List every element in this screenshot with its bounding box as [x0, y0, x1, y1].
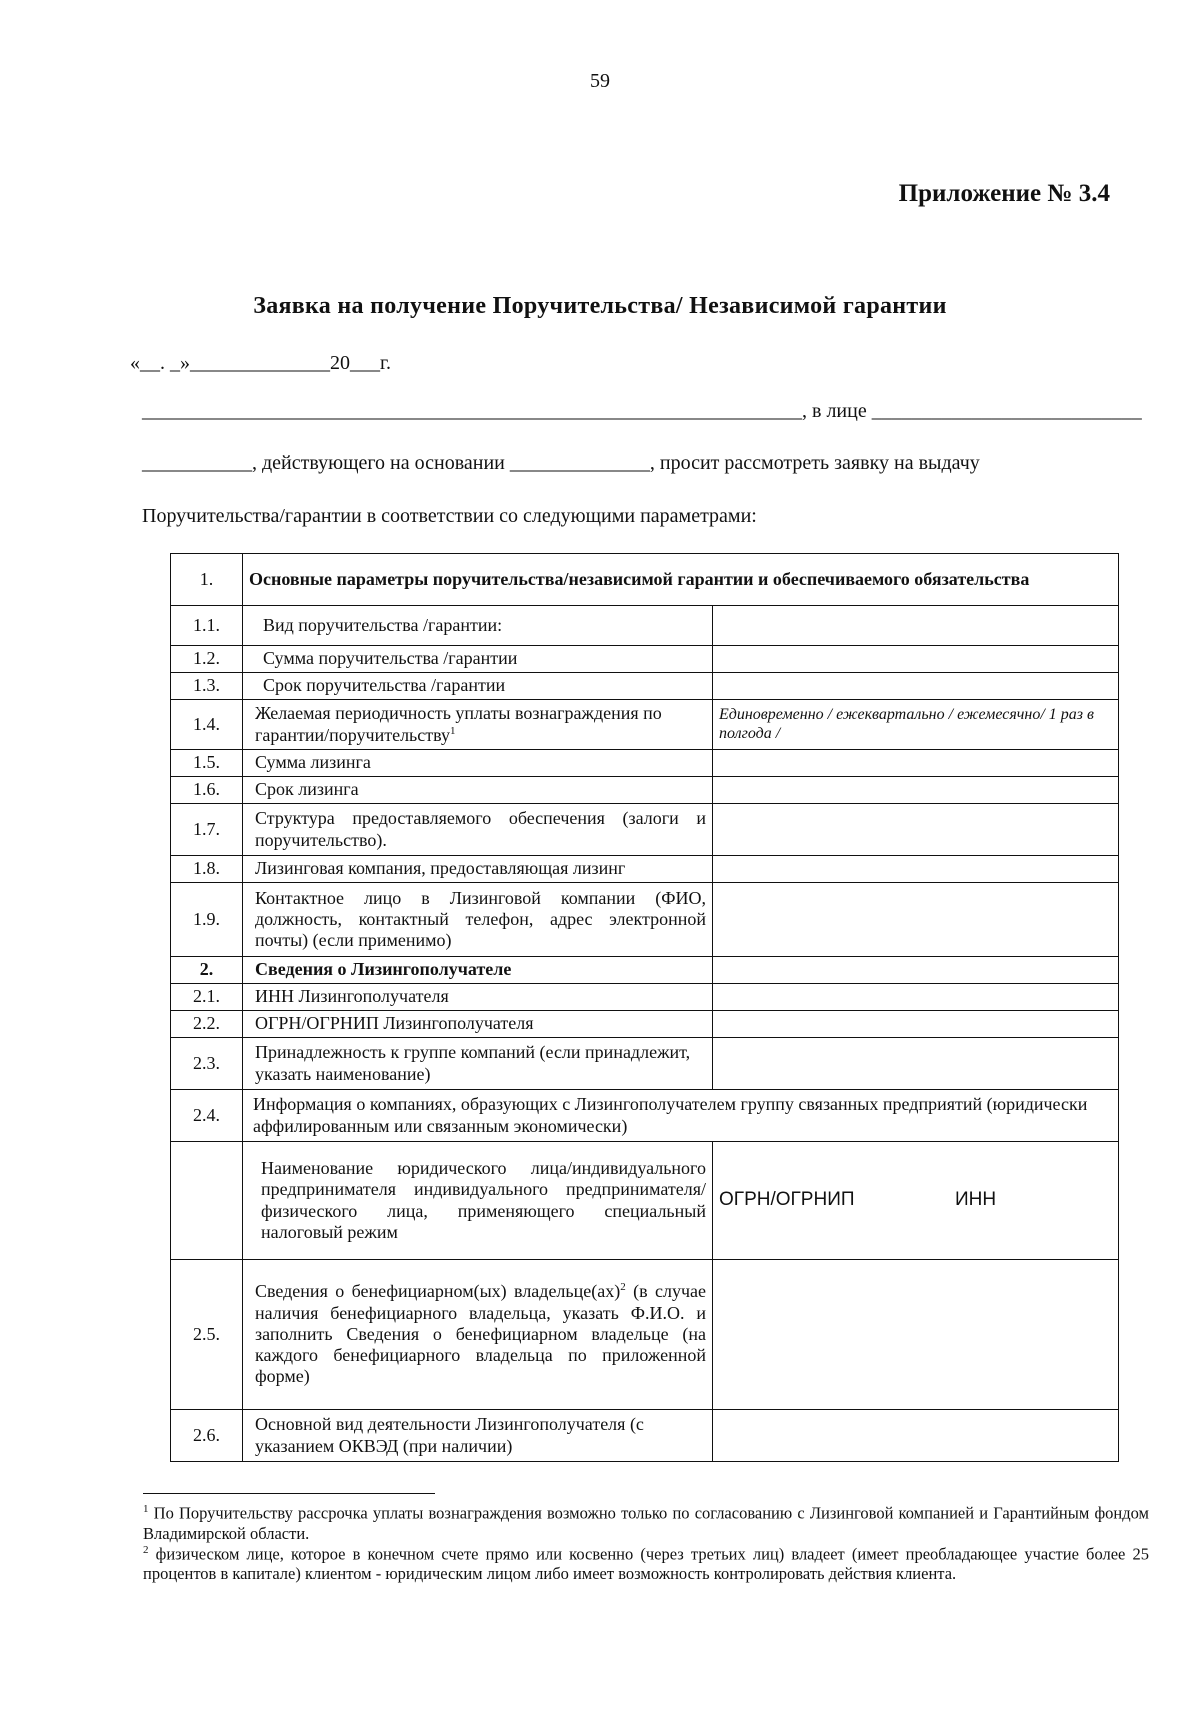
row-label: Наименование юридического лица/индивидуального предпринимателя индивидуального предпринимателя/физического лица, применяющего специальный налоговый режим — [243, 1142, 713, 1260]
row-value[interactable] — [713, 750, 1119, 777]
row-number: 2.3. — [171, 1038, 243, 1090]
acting-basis-text: , действующего на основании — [252, 452, 505, 474]
row-number — [171, 1142, 243, 1260]
row-value — [713, 957, 1119, 984]
parameters-intro: Поручительства/гарантии в соответствии со следующими параметрами: — [142, 505, 757, 527]
table-row — [171, 1090, 1119, 1142]
row-number: 1.3. — [171, 673, 243, 700]
row-number: 1.6. — [171, 777, 243, 804]
row-value[interactable] — [713, 1038, 1119, 1090]
ogrn-inn-header — [713, 1142, 1119, 1260]
row-number: 2.1. — [171, 984, 243, 1011]
represented-by-text: , в лице — [802, 400, 867, 422]
footnote-1 — [143, 1503, 1149, 1544]
application-table — [170, 553, 1119, 1462]
basis-line — [142, 452, 1102, 475]
row-value[interactable]: Единовременно / ежеквартально / ежемесячно/ 1 раз в полгода / — [713, 700, 1119, 750]
row-number: 2.6. — [171, 1410, 243, 1462]
table-row — [171, 673, 1119, 700]
footnotes — [143, 1503, 1149, 1585]
row-label: Принадлежность к группе компаний (если принадлежит, указать наименование) — [243, 1038, 713, 1090]
basis-blank[interactable]: ______________ — [509, 452, 650, 474]
ogrn-column-label: ОГРН/ОГРНИП — [719, 1189, 855, 1211]
row-label: Вид поручительства /гарантии: — [243, 606, 713, 646]
row-label — [243, 1260, 713, 1410]
table-row — [171, 750, 1119, 777]
row-number: 1.5. — [171, 750, 243, 777]
row-value[interactable] — [713, 777, 1119, 804]
row-label: Сумма лизинга — [243, 750, 713, 777]
table-row — [171, 1410, 1119, 1462]
table-row — [171, 777, 1119, 804]
row-label: Основной вид деятельности Лизингополучателя (с указанием ОКВЭД (при наличии) — [243, 1410, 713, 1462]
row-label: Срок поручительства /гарантии — [243, 673, 713, 700]
row-value[interactable] — [713, 804, 1119, 856]
row-number: 1.7. — [171, 804, 243, 856]
section-title: Сведения о Лизингополучателе — [243, 957, 713, 984]
footnote-text: По Поручительству рассрочка уплаты вознаграждения возможно только по согласованию с Лизинговой компанией и Гарантийным фондом Владимирской области. — [143, 1503, 1149, 1543]
footnote-mark: 2 — [143, 1543, 149, 1556]
row-number: 1.4. — [171, 700, 243, 750]
row-number: 2.4. — [171, 1090, 243, 1142]
table-row — [171, 1011, 1119, 1038]
table-row — [171, 804, 1119, 856]
document-title: Заявка на получение Поручительства/ Независимой гарантии — [253, 293, 947, 319]
footnote-2 — [143, 1544, 1149, 1585]
row-value[interactable] — [713, 856, 1119, 883]
row-value[interactable] — [713, 606, 1119, 646]
applicant-line — [142, 400, 1142, 423]
row-label: Срок лизинга — [243, 777, 713, 804]
row-value[interactable] — [713, 1410, 1119, 1462]
inn-column-label: ИНН — [955, 1189, 997, 1211]
row-label-text: Желаемая периодичность уплаты вознаграждения по гарантии/поручительству — [255, 703, 662, 745]
row-value[interactable] — [713, 984, 1119, 1011]
row-label-text: (в случае наличия бенефициарного владельца, указать Ф.И.О. и заполнить Сведения о бенефициарном владельце (на каждого бенефициарного владельца по приложенной форме) — [255, 1281, 706, 1387]
row-value[interactable] — [713, 1260, 1119, 1410]
representative-blank[interactable]: ___________________________ — [871, 400, 1142, 422]
row-value[interactable] — [713, 883, 1119, 957]
table-row — [171, 646, 1119, 673]
footnote-divider — [143, 1493, 435, 1494]
row-value[interactable] — [713, 673, 1119, 700]
row-number: 1.2. — [171, 646, 243, 673]
related-companies-header — [171, 1142, 1119, 1260]
row-number: 1.9. — [171, 883, 243, 957]
table-row — [171, 700, 1119, 750]
footnote-mark: 1 — [143, 1503, 149, 1515]
row-label: ОГРН/ОГРНИП Лизингополучателя — [243, 1011, 713, 1038]
section-number: 1. — [171, 554, 243, 606]
row-label — [243, 700, 713, 750]
table-row — [171, 984, 1119, 1011]
date-field[interactable]: «__. _»______________20___г. — [130, 352, 391, 374]
footnote-ref: 1 — [450, 724, 456, 737]
row-label: Контактное лицо в Лизинговой компании (ФИО, должность, контактный телефон, адрес электронной почты) (если применимо) — [243, 883, 713, 957]
row-number: 1.1. — [171, 606, 243, 646]
row-value[interactable] — [713, 1011, 1119, 1038]
section-number: 2. — [171, 957, 243, 984]
table-row — [171, 1038, 1119, 1090]
section-1-header — [171, 554, 1119, 606]
row-number: 2.5. — [171, 1260, 243, 1410]
position-blank[interactable]: ___________ — [142, 452, 252, 474]
section-2-header — [171, 957, 1119, 984]
row-value[interactable] — [713, 646, 1119, 673]
page-number: 59 — [590, 70, 610, 92]
table-row — [171, 856, 1119, 883]
section-title: Основные параметры поручительства/независимой гарантии и обеспечиваемого обязательства — [243, 554, 1119, 606]
row-number: 1.8. — [171, 856, 243, 883]
table-row — [171, 883, 1119, 957]
row-label: Лизинговая компания, предоставляющая лизинг — [243, 856, 713, 883]
row-label: ИНН Лизингополучателя — [243, 984, 713, 1011]
row-label: Сумма поручительства /гарантии — [243, 646, 713, 673]
request-text: , просит рассмотреть заявку на выдачу — [649, 452, 980, 474]
applicant-name-blank[interactable]: __________________________________________________________________ — [142, 400, 802, 422]
row-label-text: Сведения о бенефициарном(ых) владельце(ах) — [255, 1281, 621, 1302]
row-number: 2.2. — [171, 1011, 243, 1038]
footnote-ref: 2 — [620, 1281, 626, 1294]
row-label: Информация о компаниях, образующих с Лизингополучателем группу связанных предприятий (юридически аффилированным или связанным экономически) — [243, 1090, 1119, 1142]
footnote-text: физическом лице, которое в конечном счете прямо или косвенно (через третьих лиц) владеет (имеет преобладающее участие более 25 процентов в капитале) клиентом - юридическим лицом либо имеет возможность контролировать действия клиента. — [143, 1544, 1149, 1584]
appendix-label: Приложение № 3.4 — [898, 180, 1110, 207]
table-row — [171, 1260, 1119, 1410]
row-label: Структура предоставляемого обеспечения (залоги и поручительство). — [243, 804, 713, 856]
table-row — [171, 606, 1119, 646]
